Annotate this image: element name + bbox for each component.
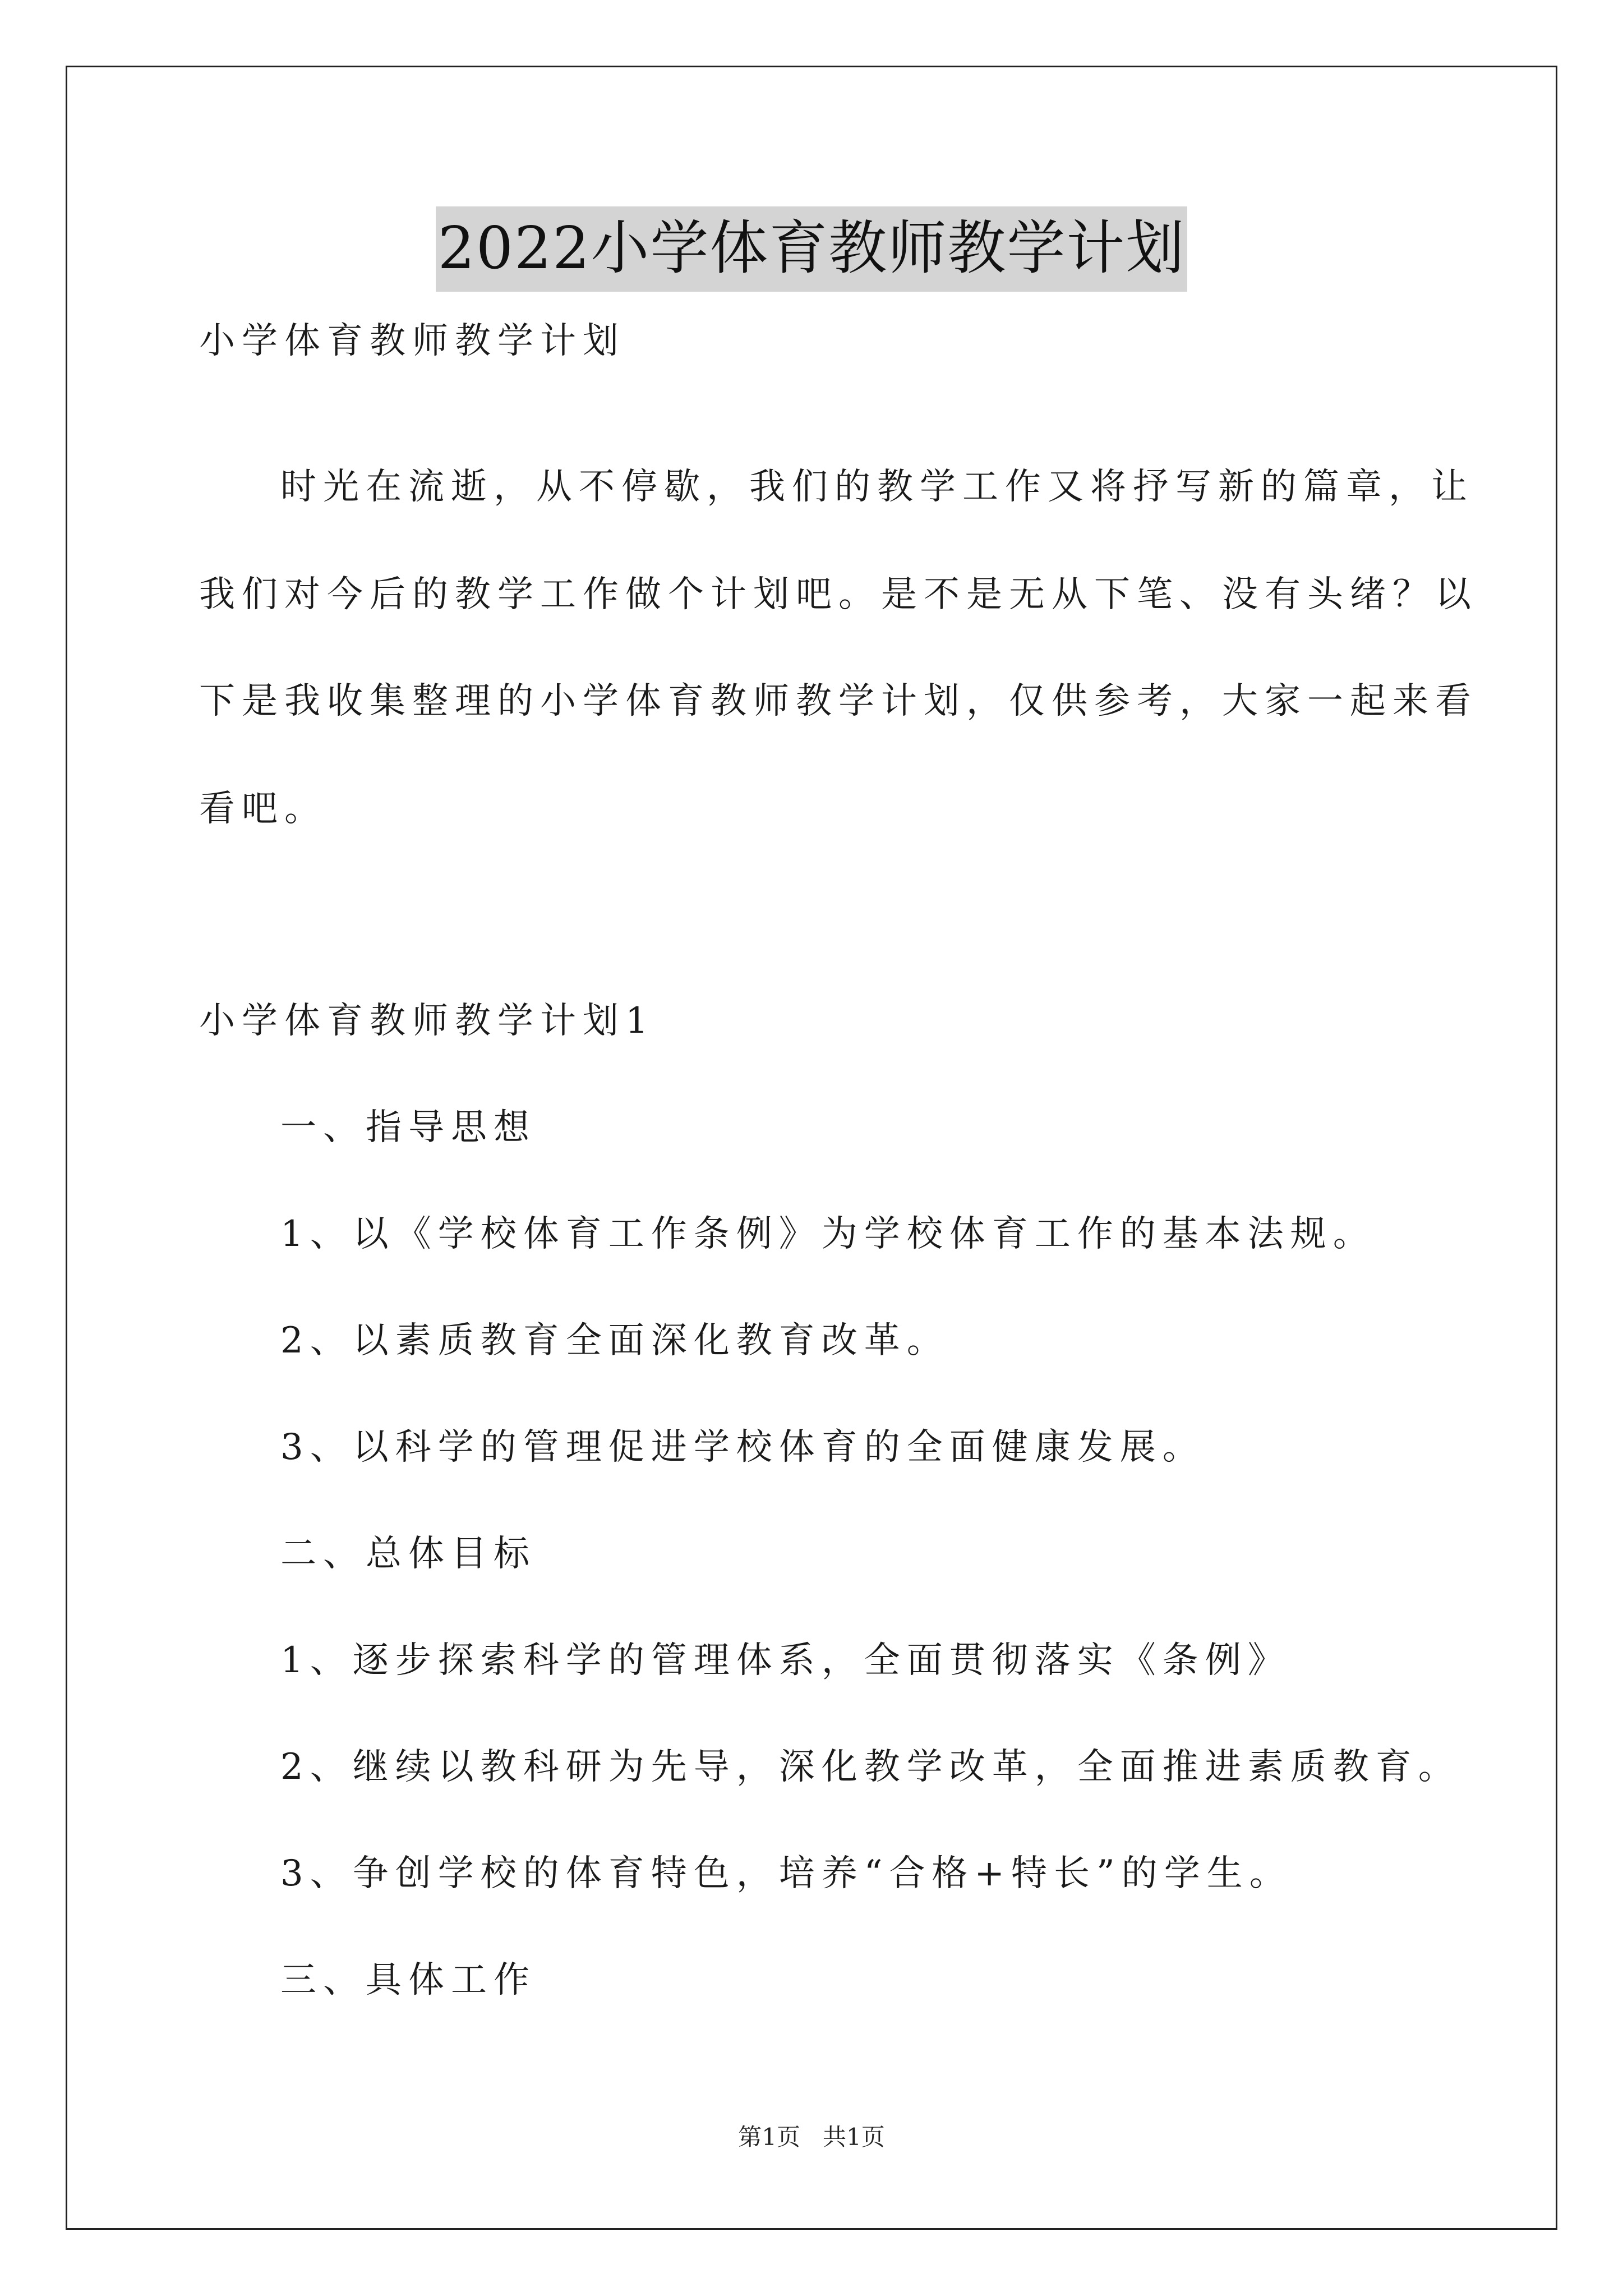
intro-line-3: 下是我收集整理的小学体育教师教学计划，仅供参考，大家一起来看	[199, 680, 1478, 722]
list-item: 3、以科学的管理促进学校体育的全面健康发展。	[280, 1427, 1205, 1468]
title-container	[0, 206, 1623, 292]
document-title: 2022小学体育教师教学计划	[436, 206, 1188, 292]
heading-specific-work: 三、具体工作	[280, 1959, 536, 2001]
list-item: 1、以《学校体育工作条例》为学校体育工作的基本法规。	[280, 1213, 1376, 1255]
page-footer	[0, 2122, 1623, 2153]
heading-overall-goals: 二、总体目标	[280, 1533, 536, 1575]
document-subtitle: 小学体育教师教学计划	[199, 320, 625, 362]
intro-line-2: 我们对今后的教学工作做个计划吧。是不是无从下笔、没有头绪？以	[199, 574, 1478, 615]
heading-guiding-thought: 一、指导思想	[280, 1107, 536, 1148]
list-item: 1、逐步探索科学的管理体系，全面贯彻落实《条例》	[280, 1640, 1290, 1681]
intro-line-4: 看吧。	[199, 788, 327, 830]
section-title: 小学体育教师教学计划1	[199, 1000, 655, 1042]
page-number: 第1页	[738, 2123, 800, 2151]
page-total: 共1页	[823, 2123, 885, 2151]
intro-line-1: 时光在流逝，从不停歇，我们的教学工作又将抒写新的篇章，让	[280, 466, 1474, 508]
list-item: 2、以素质教育全面深化教育改革。	[280, 1320, 949, 1361]
list-item: 3、争创学校的体育特色，培养“合格+特长”的学生。	[280, 1853, 1292, 1894]
list-item: 2、继续以教科研为先导，深化教学改革，全面推进素质教育。	[280, 1746, 1461, 1788]
